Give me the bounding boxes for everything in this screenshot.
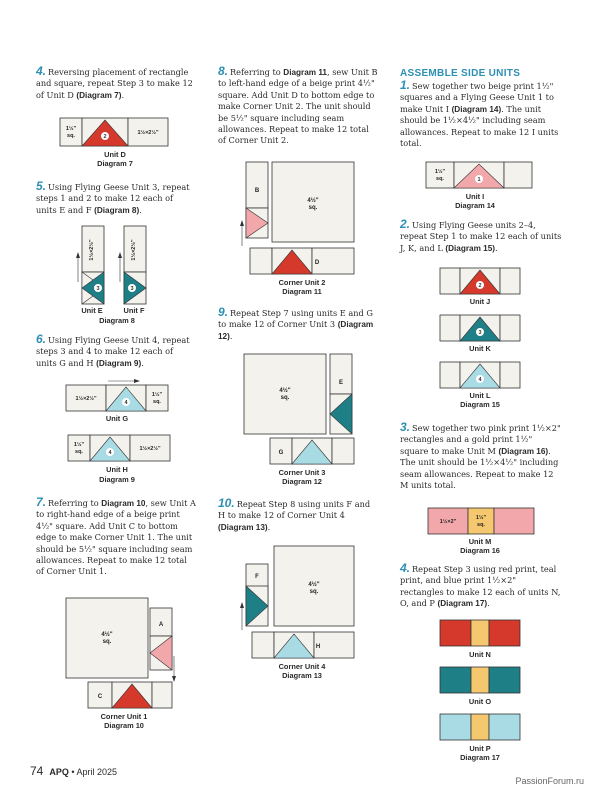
diagram-12 <box>240 352 360 467</box>
svg-text:1½×2½": 1½×2½" <box>89 239 95 261</box>
caption-unit-h: Unit H <box>106 465 128 474</box>
caption-unit-j: Unit J <box>469 297 491 306</box>
svg-text:4½": 4½" <box>279 388 291 394</box>
svg-text:sq.: sq. <box>102 639 112 645</box>
step-5-units-e-f: 5. Using Flying Geese Unit 3, repeat steps 1 and 2 to make 12 each of units E and F (Diagram 8). <box>36 179 190 215</box>
svg-text:A: A <box>158 622 164 628</box>
step-2-units-j-k-l: 2. Using Flying Geese units 2–4, repeat Step 1 to make 12 each of units J, K, and L (Diagram 15). <box>400 217 562 253</box>
diagram-14 <box>426 162 536 190</box>
svg-text:C: C <box>97 694 103 700</box>
diagram-13 <box>240 546 360 661</box>
caption-diagram-13: Corner Unit 4 Diagram 13 <box>278 662 326 680</box>
svg-text:D: D <box>314 260 320 266</box>
step-7-corner-unit-1: 7. Referring to Diagram 10, sew Unit A to right-hand edge of a beige print 4½" square. Add Unit C to bottom edge to make Corner Unit 1. The unit should be 5½" square including seam allowances. Repeat to make 12 total of Corner Unit 1. <box>36 495 196 577</box>
diagram-7 <box>60 118 170 148</box>
svg-text:H: H <box>315 644 321 650</box>
diagram-16 <box>428 508 538 536</box>
svg-text:4: 4 <box>478 377 482 383</box>
caption-unit-o: Unit O <box>468 697 492 706</box>
svg-text:sq.: sq. <box>153 399 161 405</box>
diagram-9 <box>66 385 176 467</box>
step-4-unit-d: 4. Reversing placement of rectangle and square, repeat Step 3 to make 12 of Unit D (Diagram 7). <box>36 64 193 100</box>
diagram-15-unit-k <box>440 315 522 343</box>
svg-text:1½×2½": 1½×2½" <box>139 446 161 452</box>
caption-diagram-8: Diagram 8 <box>99 316 135 325</box>
svg-text:1½×2½": 1½×2½" <box>137 130 159 136</box>
svg-text:1½": 1½" <box>434 169 446 175</box>
svg-text:1: 1 <box>477 177 481 183</box>
svg-text:sq.: sq. <box>75 449 83 455</box>
svg-text:F: F <box>255 574 259 580</box>
svg-text:3: 3 <box>96 286 100 292</box>
watermark: PassionForum.ru <box>515 776 584 786</box>
diagram-8 <box>72 226 162 306</box>
caption-diagram-7: Unit D Diagram 7 <box>97 150 133 168</box>
caption-unit-l: Unit L Diagram 15 <box>460 391 500 409</box>
svg-text:1½": 1½" <box>73 442 85 448</box>
caption-unit-g: Unit G <box>105 414 129 423</box>
svg-text:1½": 1½" <box>475 515 487 521</box>
svg-text:3: 3 <box>478 330 482 336</box>
step-10-corner-unit-4: 10. Repeat Step 8 using units F and H to make 12 of Corner Unit 4 (Diagram 13). <box>218 496 371 532</box>
diagram-10 <box>60 596 176 711</box>
caption-unit-e: Unit E <box>81 306 103 315</box>
svg-text:sq.: sq. <box>436 176 444 182</box>
svg-text:4½": 4½" <box>101 632 113 638</box>
svg-text:3: 3 <box>130 286 134 292</box>
diagram-17-unit-o <box>440 667 522 695</box>
svg-text:4: 4 <box>108 450 112 456</box>
page-footer <box>30 764 117 778</box>
svg-text:1½": 1½" <box>65 126 77 132</box>
caption-diagram-16: Unit M Diagram 16 <box>460 537 500 555</box>
svg-text:G: G <box>278 450 284 456</box>
magazine-brand: APQ <box>49 767 69 777</box>
caption-diagram-9: Diagram 9 <box>99 475 135 484</box>
step-9-corner-unit-3: 9. Repeat Step 7 using units E and G to make 12 of Corner Unit 3 (Diagram 12). <box>218 305 374 341</box>
diagram-15-unit-l <box>440 362 522 390</box>
caption-diagram-12: Corner Unit 3 Diagram 12 <box>278 468 326 486</box>
svg-text:2: 2 <box>478 283 482 289</box>
issue-date: • April 2025 <box>68 767 118 777</box>
diagram-15-unit-j <box>440 268 522 296</box>
caption-unit-f: Unit F <box>123 306 145 315</box>
caption-diagram-10: Corner Unit 1 Diagram 10 <box>100 712 148 730</box>
svg-text:1½×2½": 1½×2½" <box>131 239 137 261</box>
svg-text:4: 4 <box>124 400 128 406</box>
svg-text:1½×2½": 1½×2½" <box>75 396 97 402</box>
svg-text:sq.: sq. <box>309 589 319 595</box>
svg-text:4½": 4½" <box>308 582 320 588</box>
step-3-unit-m: 3. Sew together two pink print 1½×2" rectangles and a gold print 1½" square to make Unit M (Diagram 16). The unit should be 1½×4½" including seam allowances. Repeat to make 12 M units total. <box>400 420 561 491</box>
caption-unit-p: Unit P Diagram 17 <box>460 744 500 762</box>
svg-text:4½": 4½" <box>307 198 319 204</box>
svg-text:sq.: sq. <box>67 133 75 139</box>
svg-text:B: B <box>254 188 260 194</box>
page-number: 74 <box>30 764 44 778</box>
step-4-units-n-o-p: 4. Repeat Step 3 using red print, teal print, and blue print 1½×2" rectangles to make 12 each of units N, O, and P (Diagram 17). <box>400 561 561 609</box>
section-heading: ASSEMBLE SIDE UNITS <box>400 68 521 79</box>
step-1-unit-i: 1. Sew together two beige print 1½" squares and a Flying Geese Unit 1 to make Unit I (Diagram 14). The unit should be 1½×4½" including seam allowances. Repeat to make 12 I units total. <box>400 78 559 149</box>
diagram-17-unit-p <box>440 714 522 742</box>
svg-text:sq.: sq. <box>280 395 290 401</box>
svg-text:E: E <box>338 380 344 386</box>
svg-text:sq.: sq. <box>477 522 485 528</box>
caption-diagram-11: Corner Unit 2 Diagram 11 <box>278 278 326 296</box>
caption-diagram-14: Unit I Diagram 14 <box>455 192 495 210</box>
diagram-11 <box>240 162 360 277</box>
caption-unit-n: Unit N <box>469 650 491 659</box>
label-2: 2 <box>103 134 107 140</box>
svg-text:1½": 1½" <box>151 392 163 398</box>
caption-unit-k: Unit K <box>469 344 491 353</box>
svg-text:1½×2": 1½×2" <box>439 519 457 525</box>
step-8-corner-unit-2: 8. Referring to Diagram 11, sew Unit B to left-hand edge of a beige print 4½" square. Add Unit D to bottom edge to make Corner Unit 2. The unit should be 5½" square including seam allowances. Repeat to make 12 total of Corner Unit 2. <box>218 64 378 146</box>
step-6-units-g-h: 6. Using Flying Geese Unit 4, repeat steps 3 and 4 to make 12 each of units G and H (Diagram 9). <box>36 332 190 368</box>
svg-text:sq.: sq. <box>308 205 318 211</box>
diagram-17-unit-n <box>440 620 522 648</box>
